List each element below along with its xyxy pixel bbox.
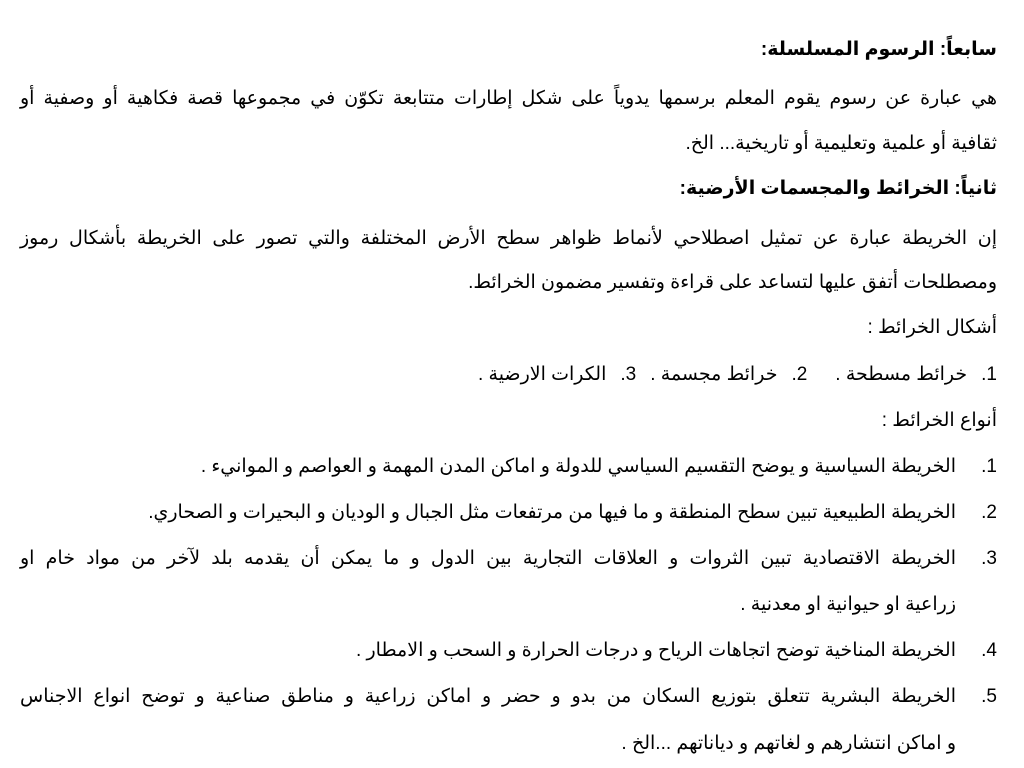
list-item-number: 4. [981,640,997,661]
section-two-heading: ثانياً: الخرائط والمجسمات الأرضية: [679,178,997,199]
section-seven-paragraph-line-2: ثقافية أو علمية وتعليمية أو تاريخية... الخ. [685,133,997,154]
list-item-number: 1. [981,456,997,477]
list-item: خرائط مسطحة . [835,364,968,385]
section-two-paragraph-line-1: إن الخريطة عبارة عن تمثيل اصطلاحي لأنماط ظواهر سطح الأرض المختلفة والتي تصور على الخريطة بأشكال رموز [20,228,997,249]
list-item-text: الخريطة المناخية توضح اتجاهات الرياح و درجات الحرارة و السحب و الامطار . [355,640,956,661]
list-item: الكرات الارضية . [477,364,607,385]
map-shapes-heading: أشكال الخرائط : [867,317,997,338]
list-item-text: الخريطة الطبيعية تبين سطح المنطقة و ما فيها من مرتفعات مثل الجبال و الوديان و البحيرات و الصحاري. [148,502,956,523]
section-seven-paragraph-line-1: هي عبارة عن رسوم يقوم المعلم برسمها يدوياً على شكل إطارات متتابعة تكوّن في مجموعها قصة فكاهية أو وصفية أو [20,88,997,109]
list-item-number: 2. [791,364,808,385]
map-type-item-5-continuation: و اماكن انتشارهم و لغاتهم و دياناتهم ...الخ . [621,733,956,754]
list-item-number: 2. [981,502,997,523]
list-item-text: الخريطة الاقتصادية تبين الثروات و العلاقات التجارية بين الدول و ما يمكن أن يقدمه بلد لآخر من مواد خام او [20,548,956,569]
map-types-heading: أنواع الخرائط : [881,410,997,431]
list-item: خرائط مجسمة . [650,364,778,385]
section-seven-heading: سابعاً: الرسوم المسلسلة: [760,39,997,60]
list-item-text: الخريطة البشرية تتعلق بتوزيع السكان من بدو و حضر و اماكن زراعية و مناطق صناعية و توضح انواع الاجناس [20,686,956,707]
map-shapes-list [20,360,997,390]
map-type-item-3-continuation: زراعية او حيوانية او معدنية . [740,594,956,615]
list-item-number: 3. [620,364,637,385]
list-item-number: 5. [981,686,997,707]
section-two-paragraph-line-2: ومصطلحات أتفق عليها لتساعد على قراءة وتفسير مضمون الخرائط. [468,272,997,293]
list-item-number: 3. [981,548,997,569]
list-item-text: الخريطة السياسية و يوضح التقسيم السياسي للدولة و اماكن المدن المهمة و العواصم و الموانيء . [200,456,956,477]
list-item-number: 1. [981,364,997,385]
